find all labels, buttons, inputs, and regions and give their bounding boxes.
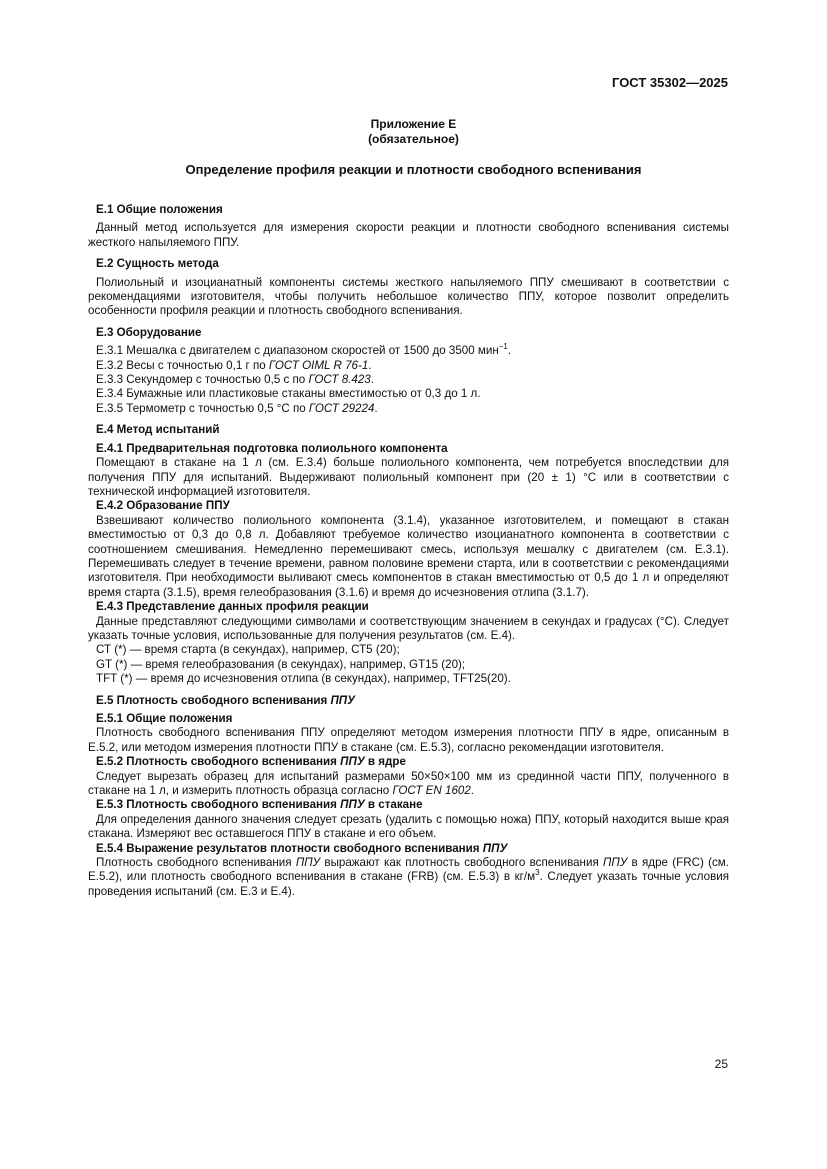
equipment-item-stopwatch: Е.3.3 Секундомер с точностью 0,5 с по ГОСТ 8.423. <box>96 373 374 387</box>
appendix-title: Приложение Е <box>370 117 457 131</box>
page-number: 25 <box>714 1057 728 1071</box>
subsection-heading-e4-2: Е.4.2 Образование ППУ <box>96 499 230 513</box>
standard-reference: ГОСТ OIML R 76-1 <box>268 358 369 372</box>
section-heading-e2: Е.2 Сущность метода <box>96 257 219 271</box>
standard-reference: ГОСТ 29224 <box>308 401 375 415</box>
paragraph-e4-3: Данные представляют следующими символами и соответствующим значением в секундах и градусах (°С). Следует указать точные условия, использованные для получения результатов (см. Е.4). <box>88 614 729 642</box>
subsection-heading-e5-1: Е.5.1 Общие положения <box>96 712 233 725</box>
appendix-header <box>0 117 827 147</box>
subsection-heading-e4-3: Е.4.3 Представление данных профиля реакции <box>96 600 369 614</box>
paragraph-e4-1: Помещают в стакане на 1 л (см. Е.3.4) больше полиольного компонента, чем потребуется впоследствии для получения ППУ для испытаний. Выдерживают полиольный компонент при (20 ± 1) °С или в соответствии с технической информацией изготовителя. <box>88 456 729 498</box>
paragraph-e5-2: Следует вырезать образец для испытаний размерами 50×50×100 мм из срединной части ППУ, полученного в стакане на 1 л, и измерить плотность образца согласно ГОСТ EN 1602. <box>88 769 729 798</box>
standard-reference: ГОСТ 8.423 <box>308 373 371 387</box>
equipment-item-scales: Е.3.2 Весы с точностью 0,1 г по ГОСТ OIML R 76-1. <box>96 358 372 372</box>
paragraph-e5-3: Для определения данного значения следует срезать (удалить с помощью ножа) ППУ, который находится выше края стакана. Измеряют вес оставшегося ППУ в стакане и его объем. <box>88 812 729 841</box>
symbol-ct: СТ (*) — время старта (в секундах), например, СТ5 (20); <box>96 643 400 657</box>
symbol-gt: GT (*) — время гелеобразования (в секундах), например, GT15 (20); <box>96 657 466 671</box>
document-body <box>88 203 729 899</box>
standard-reference: ГОСТ EN 1602 <box>392 784 471 798</box>
document-standard-number: ГОСТ 35302—2025 <box>612 75 728 90</box>
appendix-status: (обязательное) <box>368 132 459 146</box>
page-title: Определение профиля реакции и плотности свободного вспенивания <box>185 162 642 177</box>
equipment-item-thermometer: Е.3.5 Термометр с точностью 0,5 °С по ГОСТ 29224. <box>96 401 378 415</box>
section-heading-e4: Е.4 Метод испытаний <box>96 423 220 437</box>
subsection-heading-e4-1: Е.4.1 Предварительная подготовка полиольного компонента <box>96 441 448 455</box>
section-heading-e1: Е.1 Общие положения <box>96 203 223 216</box>
equipment-item-mixer: Е.3.1 Мешалка с двигателем с диапазоном скоростей от 1500 до 3500 мин$^{-1}$. <box>96 342 512 358</box>
paragraph-e5-4: Плотность свободного вспенивания ППУ выражают как плотность свободного вспенивания ППУ в ядре (FRC) (см. Е.5.2), или плотность свободного вспенивания в стакане (FRB) (см. Е.5.3) в $кг/м^3$. Следует указать точные условия проведения испытаний (см. Е.3 и Е.4). <box>88 856 729 898</box>
paragraph-e1: Данный метод используется для измерения скорости реакции и плотности свободного вспенивания системы жесткого напыляемого ППУ. <box>88 221 729 249</box>
subsection-heading-e5-4: Е.5.4 Выражение результатов плотности свободного вспенивания ППУ <box>96 841 508 855</box>
subsection-heading-e5-3: Е.5.3 Плотность свободного вспенивания ППУ в стакане <box>96 798 423 812</box>
equipment-item-cups: Е.3.4 Бумажные или пластиковые стаканы вместимостью от 0,3 до 1 л. <box>96 387 481 401</box>
symbol-tft: TFT (*) — время до исчезновения отлипа (в секундах), например, TFT25(20). <box>96 672 511 686</box>
section-heading-e5: Е.5 Плотность свободного вспенивания ППУ <box>96 693 355 707</box>
subsection-heading-e5-2: Е.5.2 Плотность свободного вспенивания ППУ в ядре <box>96 755 406 769</box>
section-heading-e3: Е.3 Оборудование <box>96 325 202 339</box>
paragraph-e5-1: Плотность свободного вспенивания ППУ определяют методом измерения плотности ППУ в ядре, описанным в Е.5.2, или методом измерения плотности ППУ в стакане (см. Е.5.3), согласно рекомендации изготовителя. <box>88 726 729 754</box>
paragraph-e2: Полиольный и изоцианатный компоненты системы жесткого напыляемого ППУ смешивают в соответствии с рекомендациями изготовителя, чтобы получить небольшое количество ППУ, которое позволит определить особенности профиля реакции и плотность свободного вспенивания. <box>88 275 729 318</box>
paragraph-e4-2: Взвешивают количество полиольного компонента (3.1.4), указанное изготовителем, и помещают в стакан вместимостью от 0,3 до 0,8 л. Добавляют требуемое количество изоцианатного компонента в соответствии с соотношением смешивания. Немедленно перемешивают смесь, используя мешалку с двигателем (см. Е.3.1). Перемешивать следует в течение времени, равном половине времени старта, или в соответствии с рекомендациями изготовителя. При необходимости выливают смесь компонентов в стакан вместимостью от 0,5 до 1 л и определяют время старта (3.1.5), время гелеобразования (3.1.6) и время до исчезновения отлипа (3.1.7). <box>88 513 729 599</box>
